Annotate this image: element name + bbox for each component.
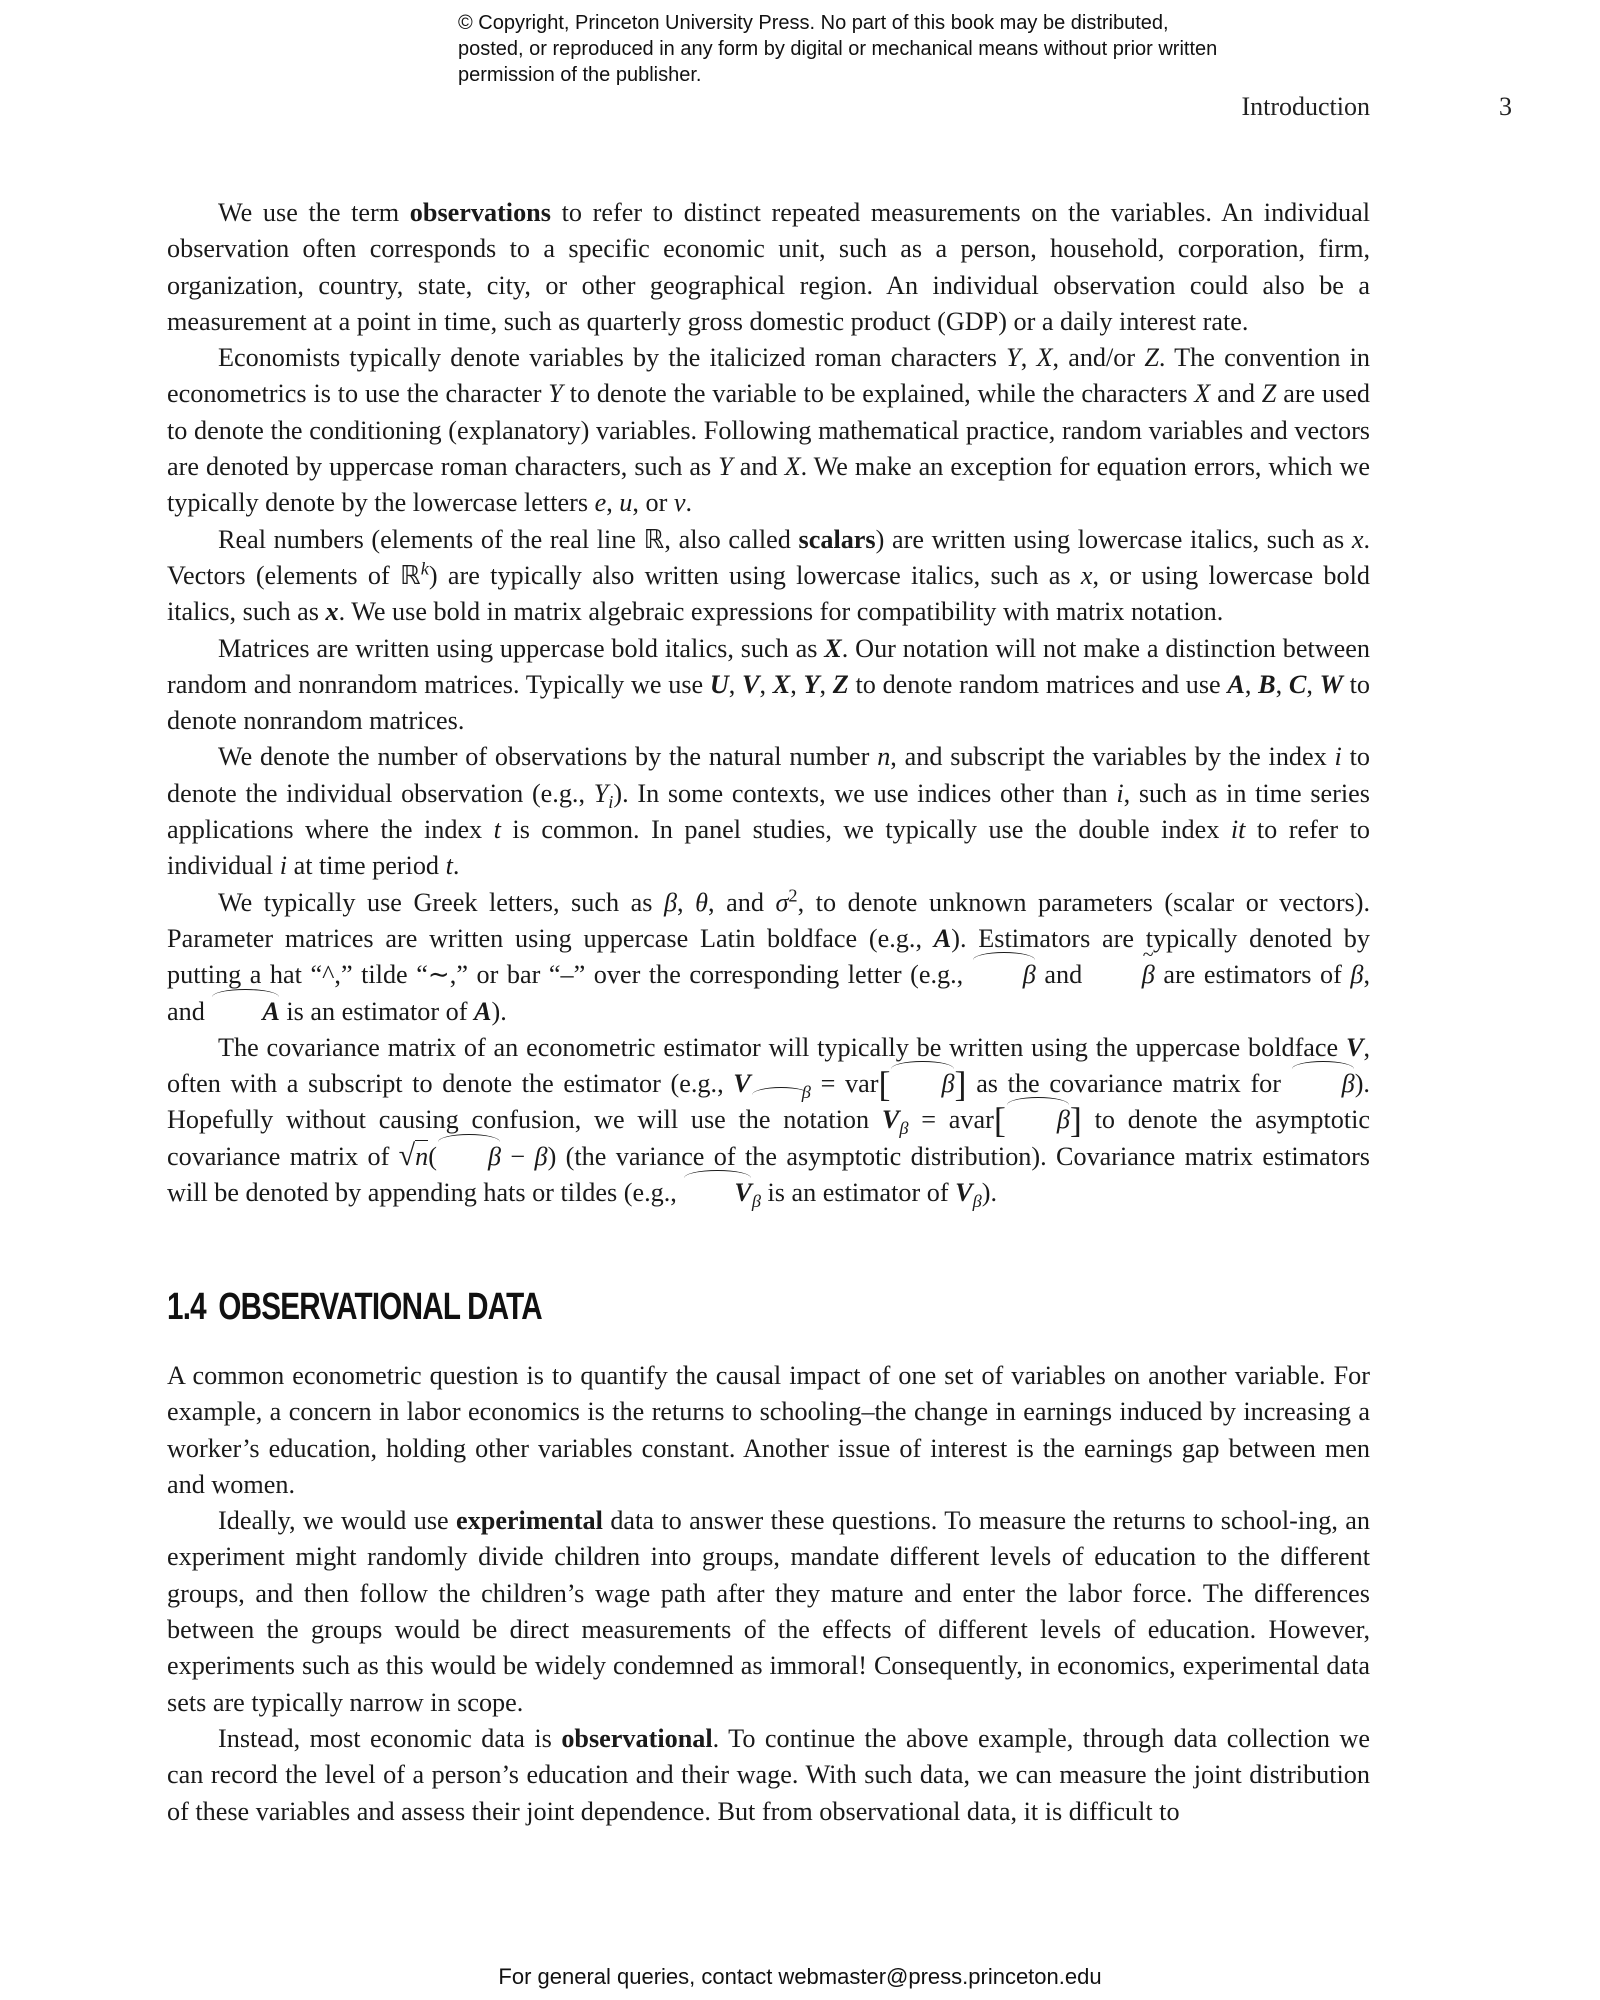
paragraph-experimental: Ideally, we would use experimental data to answer these questions. To measure the returns to school-ing, an experiment might randomly divide children into groups, mandate different levels of education to the different groups, and then follow the children’s wage path after they mature and enter the labor force. The differences between the groups would be direct measurements of the effects of different levels of education. However, experiments such as this would be widely condemned as immoral! Consequently, in economics, experimental data sets are typically narrow in scope. — [167, 1506, 1370, 1717]
paragraph-observational: Instead, most economic data is observational. To continue the above example, through data collection we can record the level of a person’s education and their wage. With such data, we can measure the joint distribution of these variables and assess their joint dependence. But from observational data, it is difficult to — [167, 1723, 1370, 1826]
body-text-upper — [167, 195, 1370, 1211]
paragraph-covariance: The covariance matrix of an econometric estimator will typically be written using the uppercase boldface V, often with a subscript to denote the estimator (e.g., V $_\beta$ = var[ β] as the covariance matrix for β). Hopefully without causing confusion, we will use the notation $V_\beta$ = avar[ β] to denote the asymptotic covariance matrix of √n( β − β) (the variance of the asymptotic distribution). Covariance matrix estimators will be denoted by appending hats or tildes (e.g., $V_\beta$ is an estimator of $V_\beta$). — [167, 1032, 1370, 1212]
section-number: 1.4 — [167, 1286, 206, 1328]
paragraph-observations: We use the term observations to refer to distinct repeated measurements on the variables. An individual observation often corresponds to a specific economic unit, such as a person, household, corporation, firm, organization, country, state, city, or other geographical region. An individual observation could also be a measurement at a point in time, such as quarterly gross domestic product (GDP) or a daily interest rate. — [167, 198, 1370, 336]
section-title: OBSERVATIONAL DATA — [218, 1286, 542, 1328]
copyright-notice: © Copyright, Princeton University Press. No part of this book may be distributed, posted, or reproduced in any form by digital or mechanical means without prior written permission of the publisher. — [458, 12, 1218, 86]
section-heading — [167, 1286, 542, 1329]
running-head-title: Introduction — [1241, 92, 1370, 121]
paragraph-parameters: We typically use Greek letters, such as β, θ, and $\sigma^2$, to denote unknown parameters (scalar or vectors). Parameter matrices are written using uppercase Latin boldface (e.g., A). Estimators are typically denoted by putting a hat “^,” tilde “∼,” or bar “–” over the corresponding letter (e.g., β and ~ β are estimators of β, and A is an estimator of A). — [167, 885, 1370, 1030]
paragraph-variables: Economists typically denote variables by the italicized roman characters Y, X, and/or Z. The convention in econometrics is to use the character Y to denote the variable to be explained, while the characters X and Z are used to denote the conditioning (explanatory) variables. Following mathematical practice, random variables and vectors are denoted by uppercase roman characters, such as Y and X. We make an exception for equation errors, which we typically denote by the lowercase letters e, u, or v. — [167, 343, 1371, 518]
paragraph-matrices: Matrices are written using uppercase bold italics, such as X. Our notation will not make a distinction between random and nonrandom matrices. Typically we use U, V, X, Y, Z to denote random matrices and use A, B, C, W to denote nonrandom matrices. — [167, 633, 1370, 736]
footer-contact: For general queries, contact webmaster@press.princeton.edu — [498, 1964, 1102, 1989]
page-number: 3 — [1499, 92, 1512, 121]
paragraph-indices: We denote the number of observations by the natural number n, and subscript the variables by the index i to denote the individual observation (e.g., $Y_i$). In some contexts, we use indices other than i, such as in time series applications where the index t is common. In panel studies, we typically use the double index it to refer to individual i at time period t. — [167, 742, 1371, 881]
paragraph-causal-question: A common econometric question is to quantify the causal impact of one set of variables on another variable. For example, a concern in labor economics is the returns to schooling–the change in earnings induced by increasing a worker’s education, holding other variables constant. Another issue of interest is the earnings gap between men and women. — [167, 1361, 1370, 1499]
body-text-lower — [167, 1358, 1370, 1830]
paragraph-scalars: Real numbers (elements of the real line ℝ, also called scalars) are written using lowercase italics, such as x. Vectors (elements of ℝ$^k$) are typically also written using lowercase italics, such as x, or using lowercase bold italics, such as x. We use bold in matrix algebraic expressions for compatibility with matrix notation. — [167, 524, 1370, 627]
